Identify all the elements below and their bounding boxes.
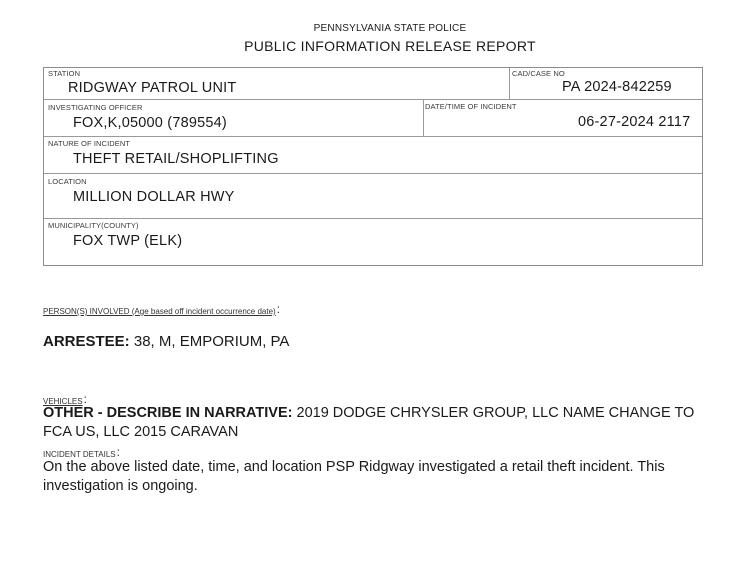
form-divider xyxy=(44,173,702,174)
arrestee-desc: 38, M, EMPORIUM, PA xyxy=(133,333,290,350)
location-label: LOCATION xyxy=(48,177,87,186)
vehicle-desc: 2019 DODGE CHRYSLER GROUP, LLC NAME CHANGE TO FCA US, LLC 2015 CARAVAN xyxy=(43,405,695,440)
agency-name: PENNSYLVANIA STATE POLICE xyxy=(313,23,467,34)
cad-label: CAD/CASE NO xyxy=(512,69,565,78)
vehicle-entry: OTHER - DESCRIBE IN NARRATIVE: 2019 DODGE CHRYSLER GROUP, LLC NAME CHANGE TO FCA US, LLC 2015 CARAVAN xyxy=(43,405,695,440)
datetime-value: 06-27-2024 2117 xyxy=(578,114,691,130)
nature-label: NATURE OF INCIDENT xyxy=(48,139,131,148)
vehicle-type: OTHER - DESCRIBE IN NARRATIVE xyxy=(43,405,288,421)
incident-details-text: On the above listed date, time, and location PSP Ridgway investigated a retail theft incident. This investigation is ongoing. xyxy=(43,459,665,494)
form-divider xyxy=(44,99,702,100)
incident-details-label: INCIDENT DETAILS: xyxy=(43,445,120,459)
datetime-label: DATE/TIME OF INCIDENT xyxy=(425,102,517,111)
cad-value: PA 2024-842259 xyxy=(562,79,672,95)
location-value: MILLION DOLLAR HWY xyxy=(73,189,235,205)
station-value: RIDGWAY PATROL UNIT xyxy=(68,80,237,96)
incident-form xyxy=(43,67,703,266)
station-label: STATION xyxy=(48,69,81,78)
form-divider xyxy=(423,99,424,136)
arrestee-line xyxy=(43,333,289,350)
officer-label: INVESTIGATING OFFICER xyxy=(48,103,143,112)
form-divider xyxy=(44,218,702,219)
officer-value: FOX,K,05000 (789554) xyxy=(73,115,227,131)
municipality-label: MUNICIPALITY(COUNTY) xyxy=(48,221,139,230)
vehicles-label: VEHICLES: xyxy=(43,392,87,406)
nature-value: THEFT RETAIL/SHOPLIFTING xyxy=(73,151,279,167)
report-title: PUBLIC INFORMATION RELEASE REPORT xyxy=(244,38,536,54)
form-divider xyxy=(509,68,510,99)
persons-label: PERSON(S) INVOLVED (Age based off incident occurrence date): xyxy=(43,302,281,316)
form-divider xyxy=(44,136,702,137)
arrestee-role: ARRESTEE: xyxy=(43,333,130,350)
municipality-value: FOX TWP (ELK) xyxy=(73,233,183,249)
